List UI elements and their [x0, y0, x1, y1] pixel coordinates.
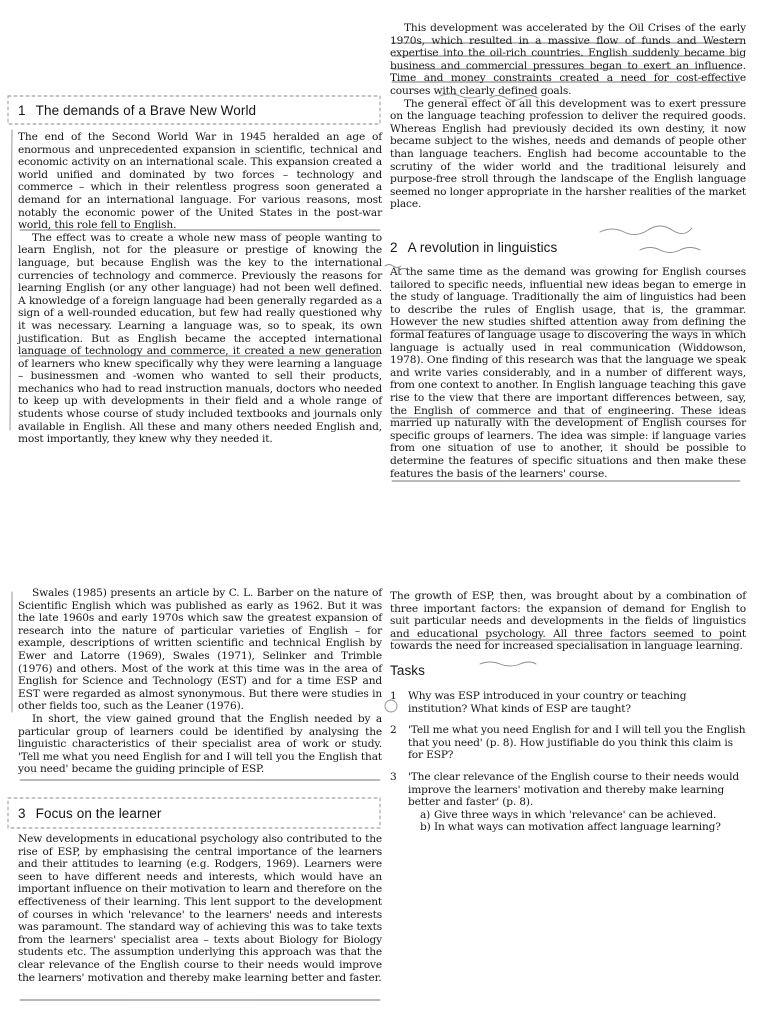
- bracket-section1: [10, 130, 12, 430]
- task-subitem-a: [420, 809, 746, 822]
- paragraph-in-short: In short, the view gained ground that the English needed by a particular group of learners could be identified by analysing the linguistic characteristics of their specialist area of work or study. 'Tell me what you need English for and I will tell you the English that you need' became the guiding principle of ESP.: [18, 712, 382, 776]
- subitem-text: In what ways can motivation affect language learning?: [434, 821, 721, 834]
- paragraph-revolution-linguistics: At the same time as the demand was growing for English courses tailored to specific needs, influential new ideas began to emerge in the study of language. Traditionally the aim of linguistics had been to describe the rules of English usage, that is, the grammar. However the new studies shifted attention away from defining the formal features of language usage to discovering the ways in which language is actually used in real communication (Widdowson, 1978). One finding of this research was that the language we speak and write varies considerably, and in a number of different ways, from one context to another. In English language teaching this gave rise to the view that there are important differences between, say, the English of commerce and that of engineering. These ideas married up naturally with the development of English courses for specific groups of learners. The idea was simple: if language varies from one situation of use to another, it should be possible to determine the features of specific situations and then make these features the basis of the learners' course.: [390, 266, 746, 480]
- paragraph-swales: Swales (1985) presents an article by C. L. Barber on the nature of Scientific English which was published as early as 1962. But it was the late 1960s and early 1970s which saw the greatest expansion of research into the nature of particular varieties of English – for example, descriptions of written scientific and technical English by Ewer and Latorre (1969), Swales (1971), Selinker and Trimble (1976) and others. Most of the work at this time was in the area of English for Science and Technology (EST) and for a time ESP and EST were regarded as almost synonymous. But there were studies in other fields too, such as the Leaner (1976).: [18, 587, 382, 713]
- paragraph-second-world-war: The end of the Second World War in 1945 heralded an age of enormous and unprecedented expansion in scientific, technical and economic activity on an international scale. This expansion created a world unified and dominated by two forces – technology and commerce – which in their relentless progress soon generated a demand for an international language. For various reasons, most notably the economic power of the United States in the post-war world, this role fell to English.: [18, 131, 382, 232]
- section-2: [390, 240, 746, 480]
- bottom-left-column: [18, 587, 382, 776]
- subitem-label: b): [420, 821, 431, 834]
- section-3: [18, 806, 382, 984]
- section-2-title: A revolution in linguistics: [407, 240, 558, 255]
- section-3-heading: [18, 806, 382, 821]
- section-2-heading: [390, 240, 746, 255]
- task-text: 'Tell me what you need English for and I will tell you the English that you need' (p. 8). How justifiable do you think this claim is for ESP?: [408, 724, 746, 762]
- scribble-margin-right-1: [600, 226, 692, 235]
- top-right-column: [390, 22, 746, 211]
- paragraph-new-mass-of-people: The effect was to create a whole new mass of people wanting to learn English, not for the pleasure or prestige of knowing the language, but because English was the key to the international currencies of technology and commerce. Previously the reasons for learning English (or any other language) had not been well defined. A knowledge of a foreign language had been generally regarded as a sign of a well-rounded education, but few had really questioned why it was necessary. Learning a language was, so to speak, its own justification. But as English became the accepted international language of technology and commerce, it created a new generation of learners who knew specifically why they were learning a language – businessmen and -women who wanted to sell their products, mechanics who had to read instruction manuals, doctors who needed to keep up with developments in their field and a whole range of students whose course of study included textbooks and journals only available in English. All these and many others needed English and, most importantly, they knew why they needed it.: [18, 231, 382, 446]
- task-number: 2: [390, 724, 397, 737]
- task-number: 1: [390, 689, 397, 702]
- section-1-heading: [18, 103, 382, 118]
- tasks-heading: Tasks: [390, 662, 426, 678]
- bottom-right-column: [390, 590, 746, 843]
- task-item-2: [390, 724, 746, 762]
- tasks-list: [390, 690, 746, 834]
- task-text: 'The clear relevance of the English course to their needs would improve the learners' motivation and thereby make learning better and faster' (p. 8).: [408, 770, 739, 809]
- section-1-number: 1: [18, 103, 26, 118]
- section-1: [18, 103, 382, 446]
- paragraph-general-effect: The general effect of all this development was to exert pressure on the language teaching profession to deliver the required goods. Whereas English had previously decided its own destiny, it now became subject to the wishes, needs and demands of people other than language teachers. English had become accountable to the scrutiny of the wider world and the traditional leisurely and purpose-free stroll through the landscape of the English language seemed no longer appropriate in the harsher realities of the market place.: [390, 97, 746, 211]
- paragraph-focus-on-learner: New developments in educational psychology also contributed to the rise of ESP, by emphasising the central importance of the learners and their attitudes to learning (e.g. Rodgers, 1969). Learners were seen to have different needs and interests, which would have an important influence on their motivation to learn and therefore on the effectiveness of their learning. This lent support to the development of courses in which 'relevance' to the learners' needs and interests was paramount. The standard way of achieving this was to take texts from the learners' specialist area – texts about Biology for Biology students etc. The assumption underlying this approach was that the clear relevance of the English course to their needs would improve the learners' motivation and thereby make learning better and faster.: [18, 833, 382, 984]
- task-subitems: [408, 809, 746, 834]
- task-item-3: [390, 771, 746, 834]
- section-2-number: 2: [390, 240, 398, 255]
- subitem-label: a): [420, 808, 431, 821]
- paragraph-growth-of-esp: The growth of ESP, then, was brought about by a combination of three important factors: the expansion of demand for English to suit particular needs and developments in the fields of linguistics and educational psychology. All three factors seemed to point towards the need for increased specialisation in language learning.: [390, 590, 746, 653]
- section-3-number: 3: [18, 806, 26, 821]
- section-3-title: Focus on the learner: [35, 806, 162, 821]
- section-1-title: The demands of a Brave New World: [35, 103, 257, 118]
- task-subitem-b: [420, 821, 746, 834]
- paragraph-oil-crises: This development was accelerated by the Oil Crises of the early 1970s, which resulted in a massive flow of funds and Western expertise into the oil-rich countries. English suddenly became big business and commercial pressures began to exert an influence. Time and money constraints created a need for cost-effective courses with clearly defined goals.: [390, 22, 746, 97]
- task-text: Why was ESP introduced in your country or teaching institution? What kinds of ESP are taught?: [408, 689, 687, 715]
- subitem-text: Give three ways in which 'relevance' can be achieved.: [434, 808, 717, 821]
- task-number: 3: [390, 770, 397, 783]
- task-item-1: [390, 690, 746, 715]
